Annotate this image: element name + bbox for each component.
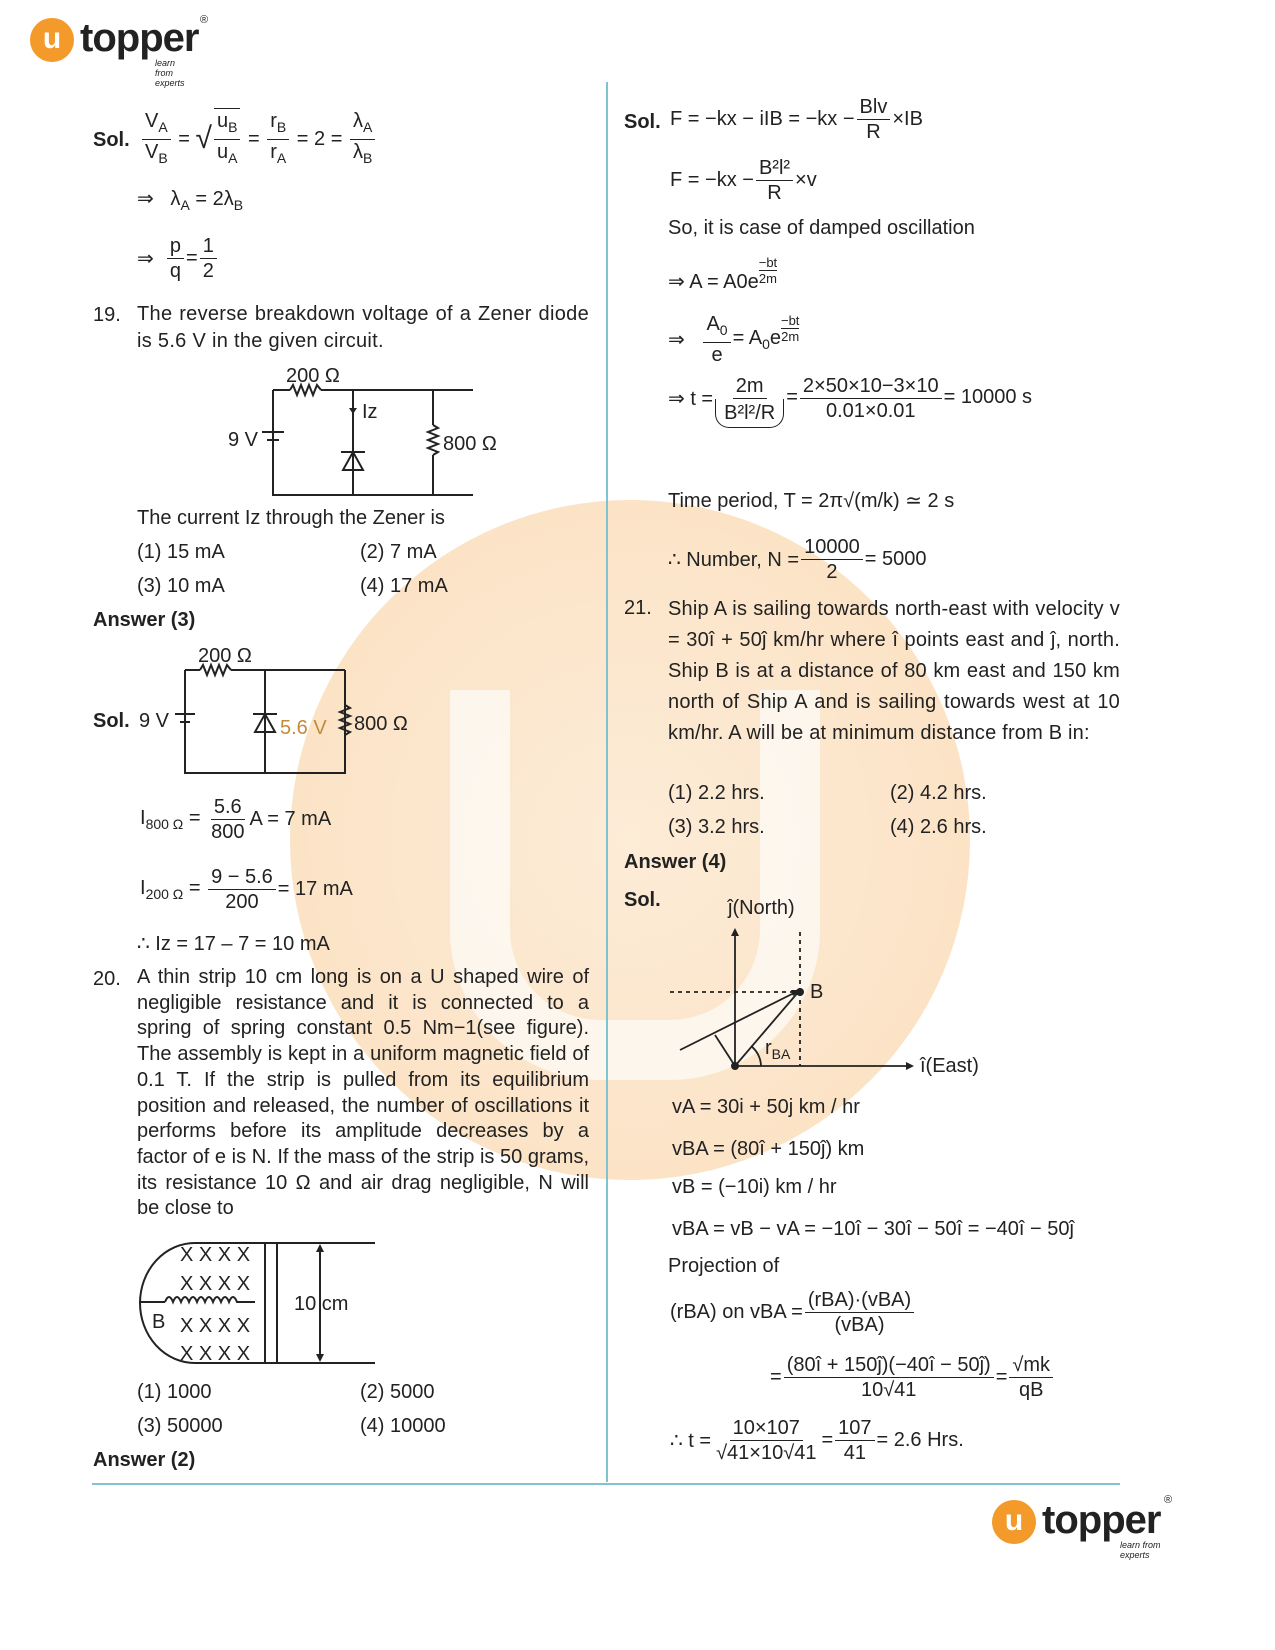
q18-sol-eq1: $\frac{V_A}{V_B}$ = √ $\frac{u_B}{u_A}$ = $\frac{r_B}{r_A}$ = 2 = $\frac{\lambda_A}{\lambda_B}$	[140, 108, 377, 170]
q20-option-1[interactable]: (1) 1000	[137, 1381, 212, 1403]
q19-sol-label: Sol.	[93, 710, 130, 732]
q20-option-2[interactable]: (2) 5000	[360, 1381, 435, 1403]
q21-answer: Answer (4)	[624, 851, 727, 873]
q21-sol-s8: ∴ t = $\frac{10\times 107}{√41\times 10√41}$ = $\frac{107}{41}$ = 2.6 Hrs.	[670, 1417, 964, 1464]
q18-sol-eq3: ⇒ $\frac{p}{q}$ = $\frac{1}{2}$	[137, 234, 219, 283]
q19-iz-result: ∴ Iz = 17 – 7 = 10 mA	[137, 933, 330, 955]
q19-text: The reverse breakdown voltage of a Zener diode is 5.6 V in the given circuit.	[137, 303, 589, 352]
q20-answer: Answer (2)	[93, 1449, 196, 1471]
q21-fig-east-label: î(East)	[920, 1055, 979, 1077]
q21-option-3[interactable]: (3) 3.2 hrs.	[668, 816, 765, 838]
q19-option-1[interactable]: (1) 15 mA	[137, 541, 225, 563]
q21-option-4[interactable]: (4) 2.6 hrs.	[890, 816, 987, 838]
logo-reg: ®	[200, 14, 209, 26]
column-divider	[606, 82, 608, 1482]
q21-sol-s2: vBA = (80î + 150ĵ) km	[672, 1138, 865, 1160]
footer-logo-u-icon: u	[992, 1500, 1036, 1544]
q20-option-3[interactable]: (3) 50000	[137, 1415, 223, 1437]
q19-answer: Answer (3)	[93, 609, 196, 631]
q20-sol-line5: ⇒ $\frac{A_0}{e}$ = $A_0e$ −bt 2m	[668, 313, 800, 366]
q21-sol-s1: vA = 30i + 50j km / hr	[672, 1096, 860, 1118]
q18-sol-label: Sol.	[93, 129, 130, 151]
q20-sol-line3: So, it is case of damped oscillation	[668, 217, 975, 239]
q19-r2-label: 800 Ω	[443, 433, 497, 455]
q21-sol-s7: = $\frac{(80î + 150ĵ)(-40î - 50ĵ)}{10√41}$ = $\frac{√mk}{qB}$	[770, 1353, 1055, 1402]
q21-fig-north-label: ĵ(North)	[728, 897, 795, 919]
q19-option-3[interactable]: (3) 10 mA	[137, 575, 225, 597]
q21-sol-label: Sol.	[624, 889, 661, 911]
q20-text: A thin strip 10 cm long is on a U shaped wire of negligible resistance and it is connected to a spring of spring constant 0.5 Nm−1(see figure). The assembly is kept in a uniform magnetic field of 0.1 T. If the strip is pulled from its equilibrium position and released, the number of oscillations it performs before its amplitude decreases by a factor of e is N. If the mass of the strip is 50 grams, its resistance 10 Ω and air drag negligible, N will be close to	[137, 966, 589, 1220]
q21-number: 21.	[624, 597, 652, 619]
q21-sol-s6: (rBA) on vBA = $\frac{\text{(rBA)·(vBA)}}{\text{(vBA)}}$	[670, 1288, 916, 1337]
footer-logo-tagline: learn from experts	[1120, 1540, 1161, 1560]
logo-u-icon: u	[30, 18, 74, 62]
q19-r1-label: 200 Ω	[286, 365, 340, 387]
q19-option-4[interactable]: (4) 17 mA	[360, 575, 448, 597]
q19-sol-r2: 800 Ω	[354, 713, 408, 735]
q19-question: The current Iz through the Zener is	[137, 507, 445, 529]
logo-tagline: learn from experts	[155, 58, 185, 88]
q20-option-4[interactable]: (4) 10000	[360, 1415, 446, 1437]
q20-sol-line8: ∴ Number, N = $\frac{10000}{2}$ = 5000	[668, 536, 927, 583]
q20-sol-line1: F = −kx − iIB = −kx − $\frac{\text{Blv}}{R}$ ×IB	[670, 96, 923, 143]
q18-sol-eq2: ⇒ $\lambda_A = 2\lambda_B$	[137, 188, 244, 213]
q19-number: 19.	[93, 304, 121, 326]
q19-sol-src: 9 V	[139, 710, 170, 732]
q19-sol-vz: 5.6 V	[280, 717, 327, 739]
q19-option-2[interactable]: (2) 7 mA	[360, 541, 437, 563]
q21-sol-s4: vBA = vB − vA = −10î − 30î − 50î = −40î − 50ĵ	[672, 1218, 1074, 1240]
q19-i200-eq: $I_{200 \Omega}$ = $\frac{9 - 5.6}{200}$ = 17 mA	[140, 866, 353, 913]
q21-option-1[interactable]: (1) 2.2 hrs.	[668, 782, 765, 804]
footer-brand-logo[interactable]	[992, 1494, 1182, 1560]
footer-divider	[92, 1483, 1120, 1485]
q20-fig-cross-row4: X X X X	[180, 1343, 251, 1365]
q20-fig-cross-row2: X X X X	[180, 1273, 251, 1295]
q20-sol-label: Sol.	[624, 111, 661, 133]
q19-sol-r1: 200 Ω	[198, 645, 252, 667]
q21-fig-b-label: B	[810, 981, 824, 1003]
footer-logo-text: topper	[1042, 1498, 1161, 1542]
q19-src-label: 9 V	[228, 429, 259, 451]
q20-sol-line4: ⇒ A = A0e −bt 2m	[668, 255, 778, 293]
logo-text: topper	[80, 16, 199, 60]
q20-fig-length-label: 10 cm	[294, 1293, 349, 1315]
footer-logo-reg: ®	[1164, 1494, 1173, 1506]
q21-option-2[interactable]: (2) 4.2 hrs.	[890, 782, 987, 804]
q20-number: 20.	[93, 968, 121, 990]
q21-sol-s5: Projection of	[668, 1255, 780, 1277]
q21-vector-figure	[665, 920, 925, 1080]
q20-fig-cross-row1: X X X X	[180, 1244, 251, 1266]
q21-fig-rba-label: $r_{BA}$	[765, 1037, 791, 1062]
q19-iz-label: Iz	[362, 401, 378, 423]
q20-sol-line6: ⇒ t = $\frac{2m}{\text{B²l²/R}}$ = $\frac{2\times 50\times 10-3\times 10}{0.01\times 0.01}$ = 10000 s	[668, 374, 1032, 428]
q19-i800-eq: $I_{800 \Omega}$ = $\frac{5.6}{800}$ A = 7 mA	[140, 796, 332, 843]
q21-sol-s3: vB = (−10i) km / hr	[672, 1176, 837, 1198]
q20-sol-line2: F = −kx − $\frac{\text{B²l²}}{R}$ ×v	[670, 157, 817, 204]
q20-fig-b-label: B	[152, 1311, 166, 1333]
q20-fig-cross-row3: X X X X	[180, 1315, 251, 1337]
q20-sol-line7: Time period, T = 2π√(m/k) ≃ 2 s	[668, 490, 955, 512]
q21-text: Ship A is sailing towards north-east with velocity v = 30î + 50ĵ km/hr where î points east and ĵ, north. Ship B is at a distance of 80 km east and 150 km north of Ship A and is sailing towards west at 10 km/hr. A will be at minimum distance from B in:	[668, 598, 1120, 744]
